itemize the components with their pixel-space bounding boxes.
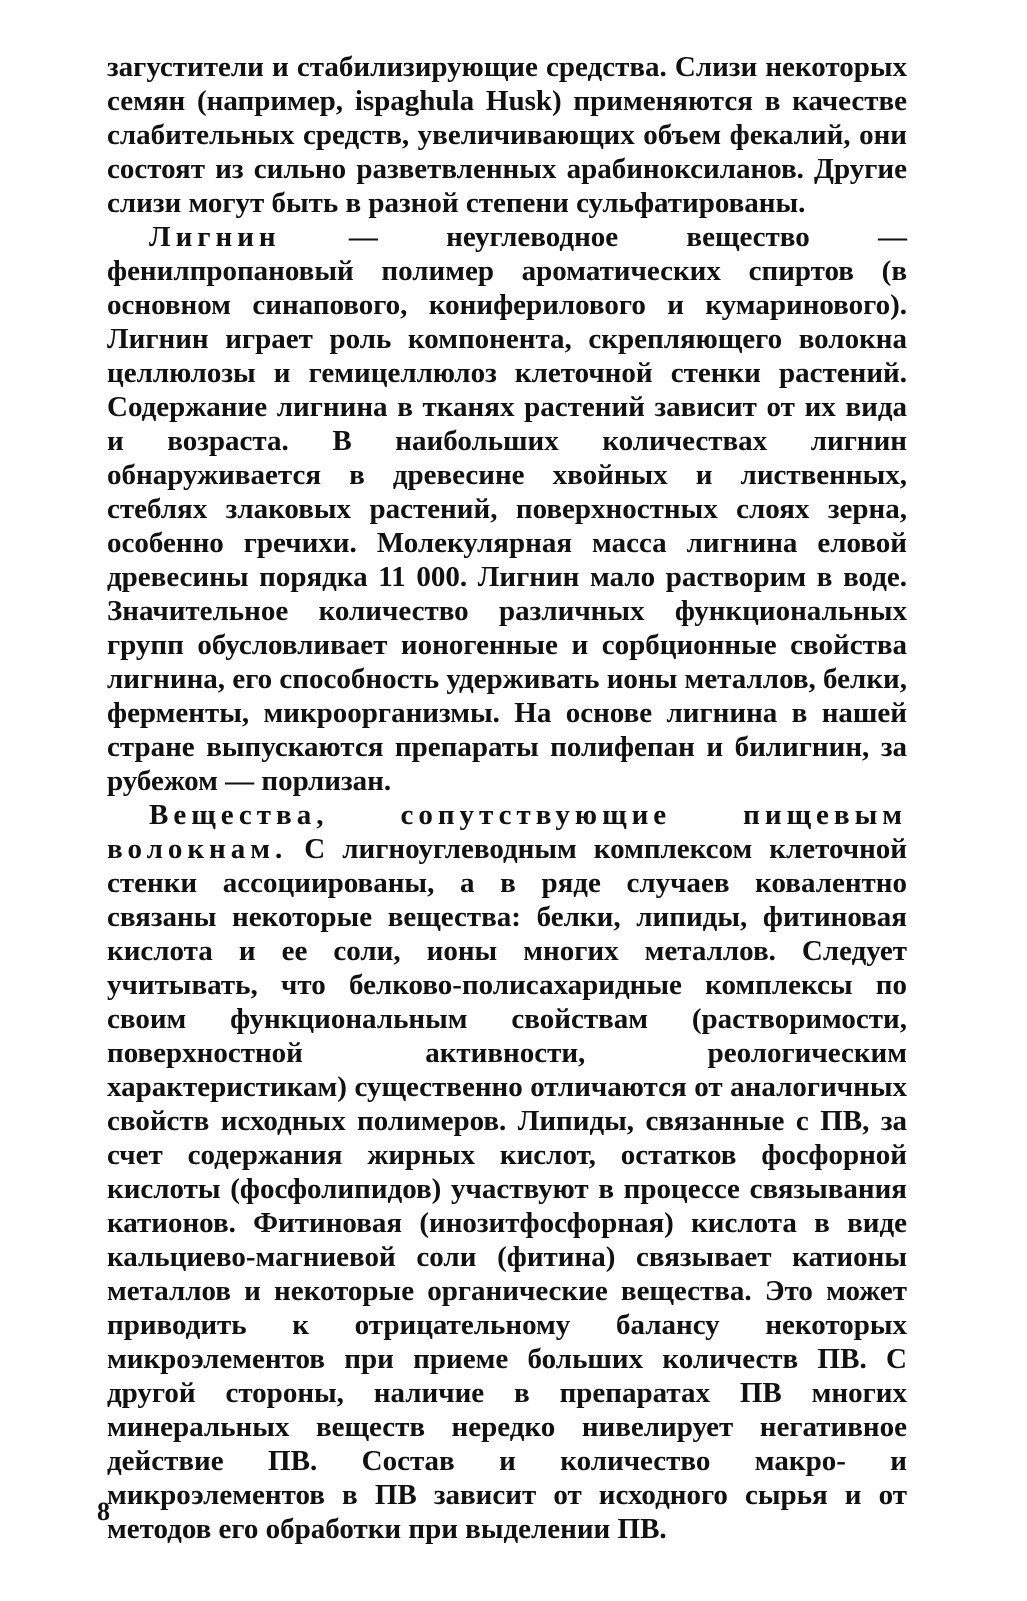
paragraph-lignin — [107, 220, 907, 798]
paragraph-text: С лигноуглеводным комплексом клеточной стенки ассоциированы, а в ряде случаев ковалентно связаны некоторые вещества: белки, липиды, фитиновая кислота и ее соли, ионы многих металлов. Следует учитывать, что белково-полисахаридные комплексы по своим функциональным свойствам (растворимости, поверхностной активности, реологическим характеристикам) существенно отличаются от аналогичных свойств исходных полимеров. Липиды, связанные с ПВ, за счет содержания жирных кислот, остатков фосфорной кислоты (фосфолипидов) участвуют в процессе связывания катионов. Фитиновая (инозитфосфорная) кислота в виде кальциево-магниевой соли (фитина) связывает катионы металлов и некоторые органические вещества. Это может приводить к отрицательному балансу некоторых микроэлементов при приеме больших количеств ПВ. С другой стороны, наличие в препаратах ПВ многих минеральных веществ нередко нивелирует негативное действие ПВ. Состав и количество макро- и микроэлементов в ПВ зависит от исходного сырья и от методов его обработки при выделении ПВ. — [107, 833, 907, 1545]
page-number: 8 — [97, 1497, 110, 1526]
paragraph-mucilage — [107, 50, 907, 220]
page-body — [107, 50, 907, 1546]
spaced-term-accompanying-substances: Вещества, сопутствующие пищевым волокнам. — [107, 799, 907, 865]
paragraph-text: загустители и стабилизирующие средства. Слизи некоторых семян (например, ispaghula Husk) применяются в качестве слабительных средств, увеличивающих объем фекалий, они состоят из сильно разветвленных арабиноксиланов. Другие слизи могут быть в разной степени сульфатированы. — [107, 51, 907, 219]
paragraph-accompanying-substances — [107, 798, 907, 1546]
paragraph-text: — неуглеводное вещество — фенилпропановый полимер ароматических спиртов (в основном синапового, кониферилового и кумаринового). Лигнин играет роль компонента, скрепляющего волокна целлюлозы и гемицеллюлоз клеточной стенки растений. Содержание лигнина в тканях растений зависит от их вида и возраста. В наибольших количествах лигнин обнаруживается в древесине хвойных и лиственных, стеблях злаковых растений, поверхностных слоях зерна, особенно гречихи. Молекулярная масса лигнина еловой древесины порядка 11 000. Лигнин мало растворим в воде. Значительное количество различных функциональных групп обусловливает ионогенные и сорбционные свойства лигнина, его способность удерживать ионы металлов, белки, ферменты, микроорганизмы. На основе лигнина в нашей стране выпускаются препараты полифепан и билигнин, за рубежом — порлизан. — [107, 221, 907, 797]
spaced-term-lignin: Лигнин — [149, 221, 281, 253]
